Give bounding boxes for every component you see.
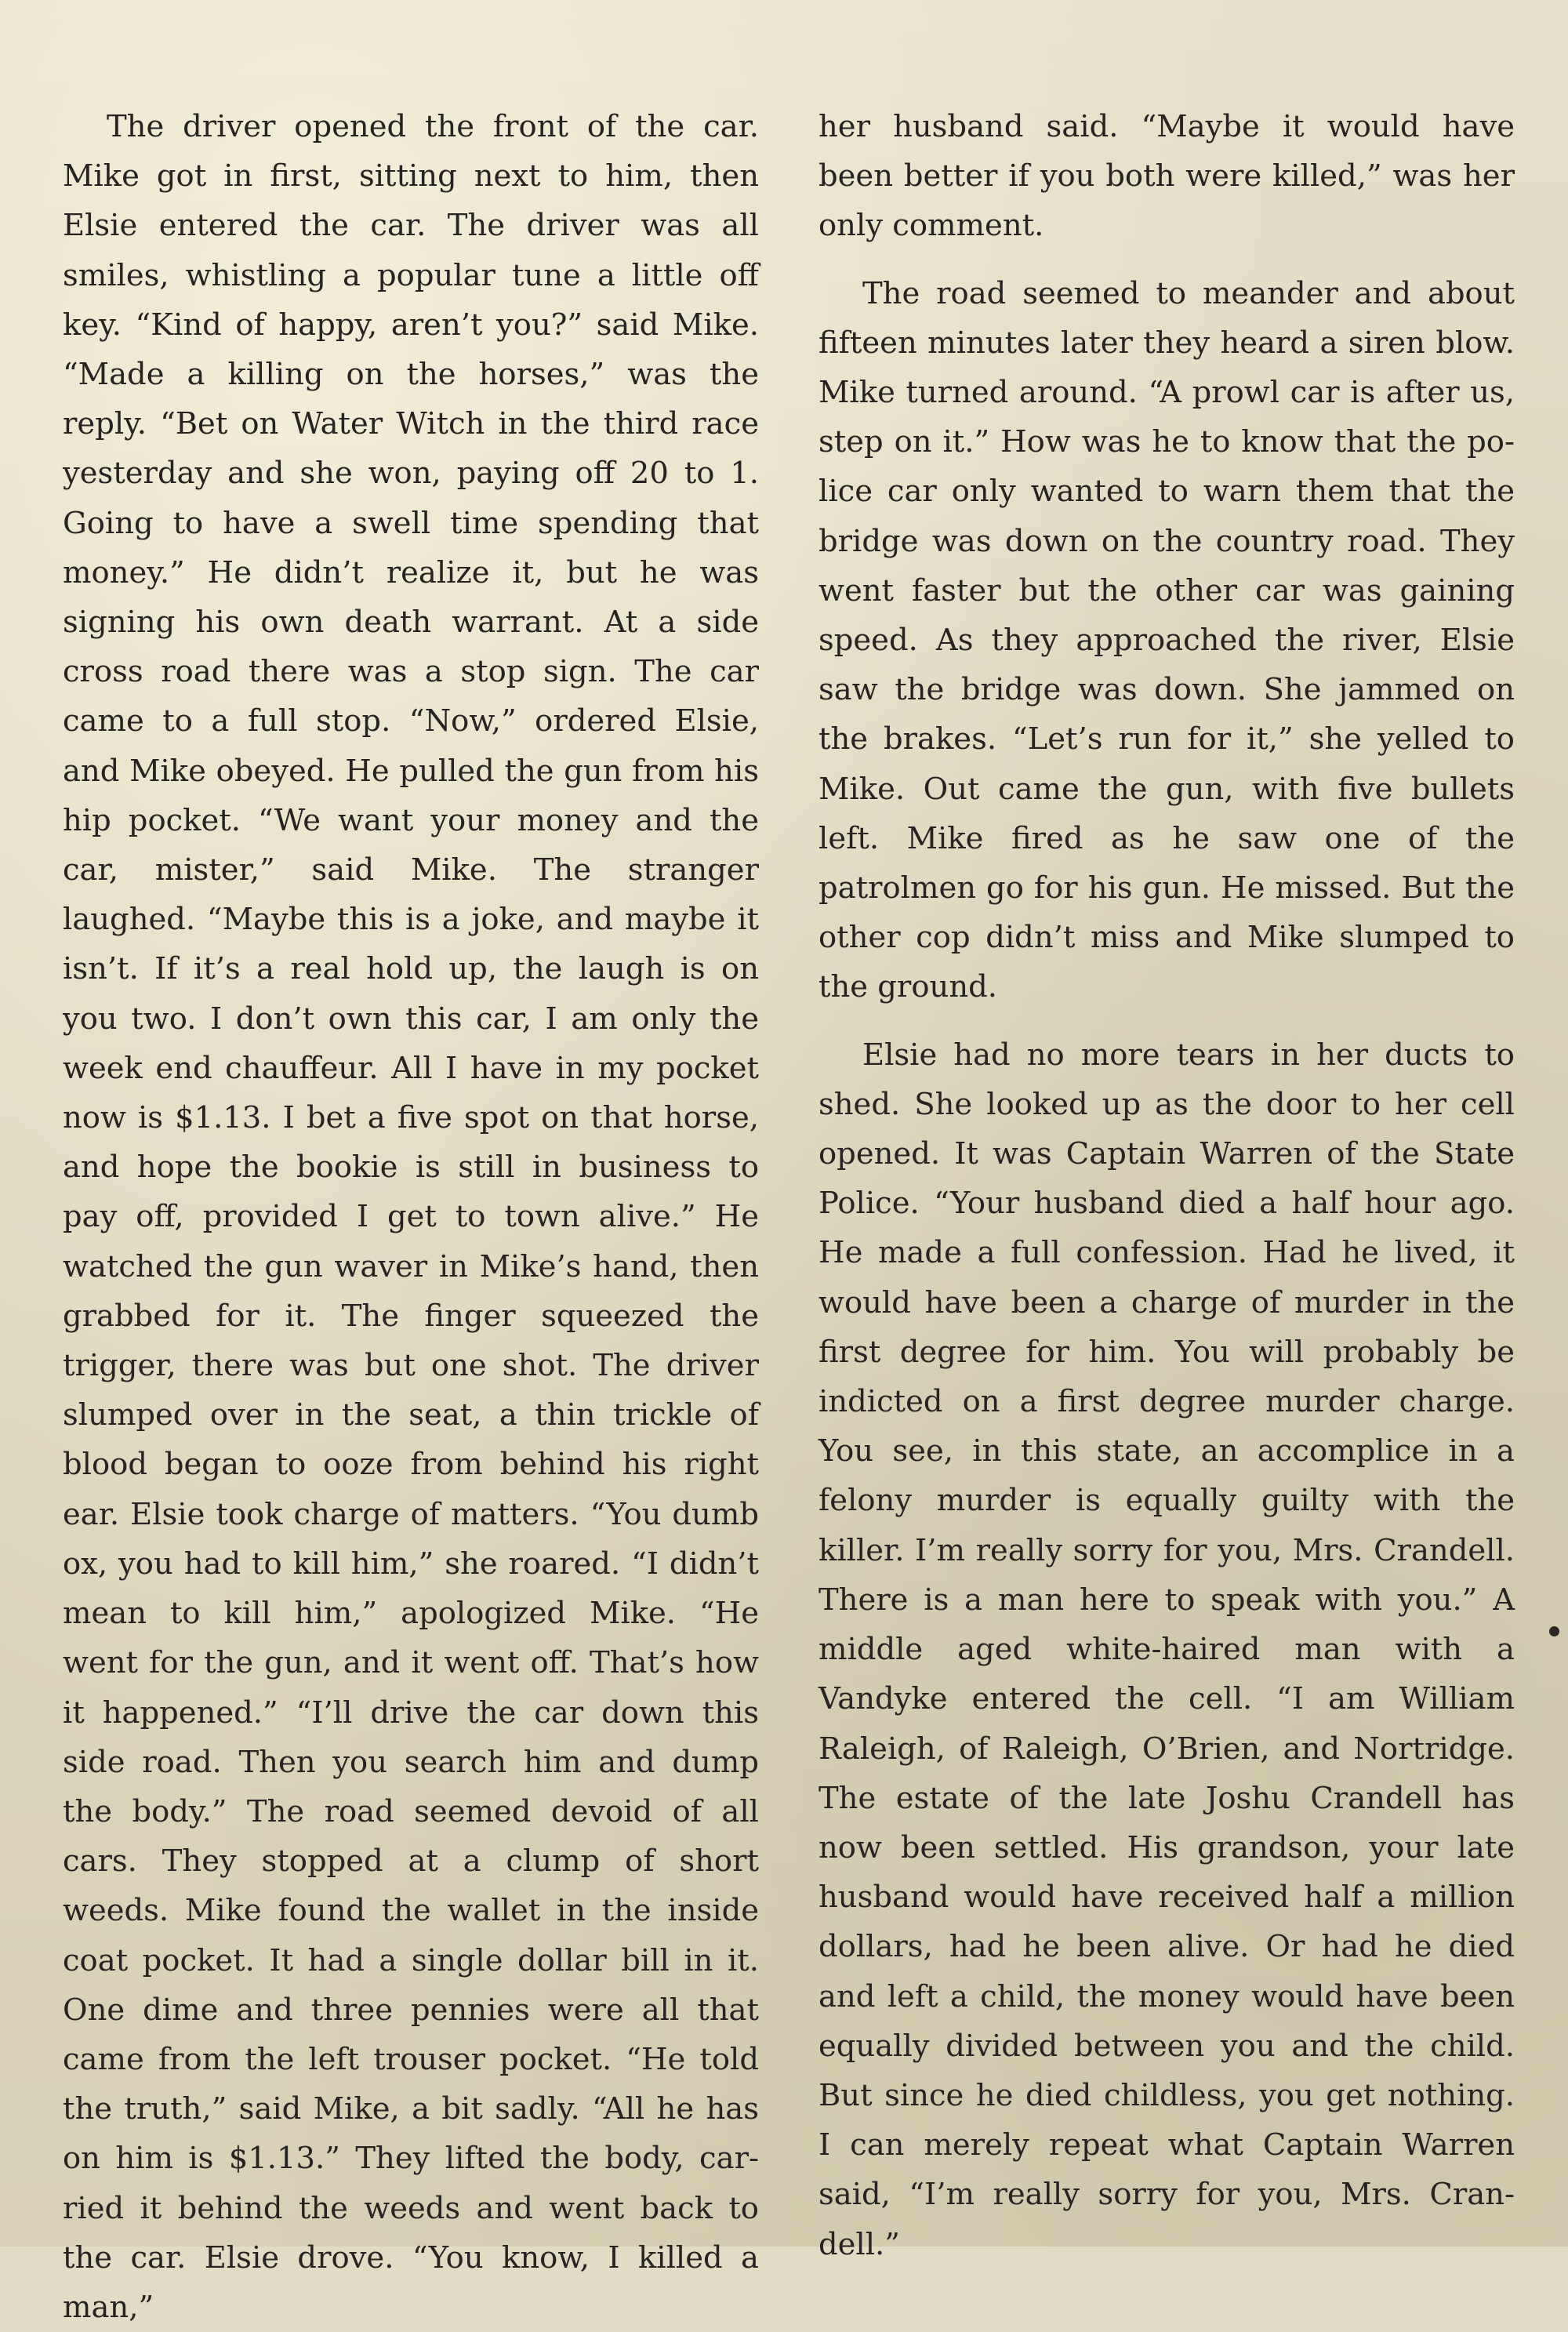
right-paragraph-3: Elsie had no more tears in her ducts to shed. She looked up as the door to her cell opened. It was Captain Warren of the State Police. “Your husband died a half hour ago. He made a full confession. Had he lived, it would have been a charge of murder in the first degree for him. You will probably be indicted on a first degree murder charge. You see, in this state, an accomplice in a felony murder is equally guilty with the killer. I’m really sorry for you, Mrs. Crandell. There is a man here to speak with you.” A middle aged white-haired man with a Vandyke entered the cell. “I am William Raleigh, of Raleigh, O’Brien, and Nortridge. The estate of the late Joshu Crandell has now been settled. His grandson, your late husband would have received half a million dollars, had he been alive. Or had he died and left a child, the money would have been equally divided between you and the child. But since he died childless, you get nothing. I can merely repeat what Captain Warren said, “I’m really sorry for you, Mrs. Crandell.” <box>818 1037 1515 2262</box>
right-text-column <box>818 102 1515 2269</box>
right-paragraph-2: The road seemed to meander and about fifteen minutes later they heard a siren blow. Mike turned around. “A prowl car is after us, step on it.” How was he to know that the police car only wanted to warn them that the bridge was down on the country road. They went faster but the other car was gaining speed. As they approached the river, Elsie saw the bridge was down. She jammed on the brakes. “Let’s run for it,” she yelled to Mike. Out came the gun, with five bullets left. Mike fired as he saw one of the patrolmen go for his gun. He missed. But the other cop didn’t miss and Mike slumped to the ground. <box>818 275 1515 1005</box>
left-text-column <box>63 102 759 2332</box>
right-paragraph-1: her husband said. “Maybe it would have been better if you both were killed,” was her only comment. <box>818 109 1515 244</box>
left-paragraph-1: The driver opened the front of the car. Mike got in first, sitting next to him, then Elsie entered the car. The driver was all smiles, whistling a popular tune a little off key. “Kind of happy, aren’t you?” said Mike. “Made a killing on the horses,” was the reply. “Bet on Water Witch in the third race yesterday and she won, paying off 20 to 1. Going to have a swell time spending that money.” He didn’t realize it, but he was signing his own death warrant. At a side cross road there was a stop sign. The car came to a full stop. “Now,” ordered Elsie, and Mike obeyed. He pulled the gun from his hip pocket. “We want your money and the car, mister,” said Mike. The stranger laughed. “Maybe this is a joke, and maybe it isn’t. If it’s a real hold up, the laugh is on you two. I don’t own this car, I am only the week end chauffeur. All I have in my pocket now is $1.13. I bet a five spot on that horse, and hope the bookie is still in business to pay off, provided I get to town alive.” He watched the gun waver in Mike’s hand, then grabbed for it. The finger squeezed the trigger, there was but one shot. The driver slumped over in the seat, a thin trickle of blood began to ooze from behind his right ear. Elsie took charge of matters. “You dumb ox, you had to kill him,” she roared. “I didn’t mean to kill him,” apologized Mike. “He went for the gun, and it went off. That’s how it happened.” “I’ll drive the car down this side road. Then you search him and dump the body.” The road seemed devoid of all cars. They stopped at a clump of short weeds. Mike found the wallet in the inside coat pocket. It had a single dollar bill in it. One dime and three pennies were all that came from the left trouser pocket. “He told the truth,” said Mike, a bit sadly. “All he has on him is $1.13.” They lifted the body, carried it behind the weeds and went back to the car. Elsie drove. “You know, I killed a man,” <box>63 109 759 2325</box>
margin-dot-mark <box>1549 1626 1559 1636</box>
